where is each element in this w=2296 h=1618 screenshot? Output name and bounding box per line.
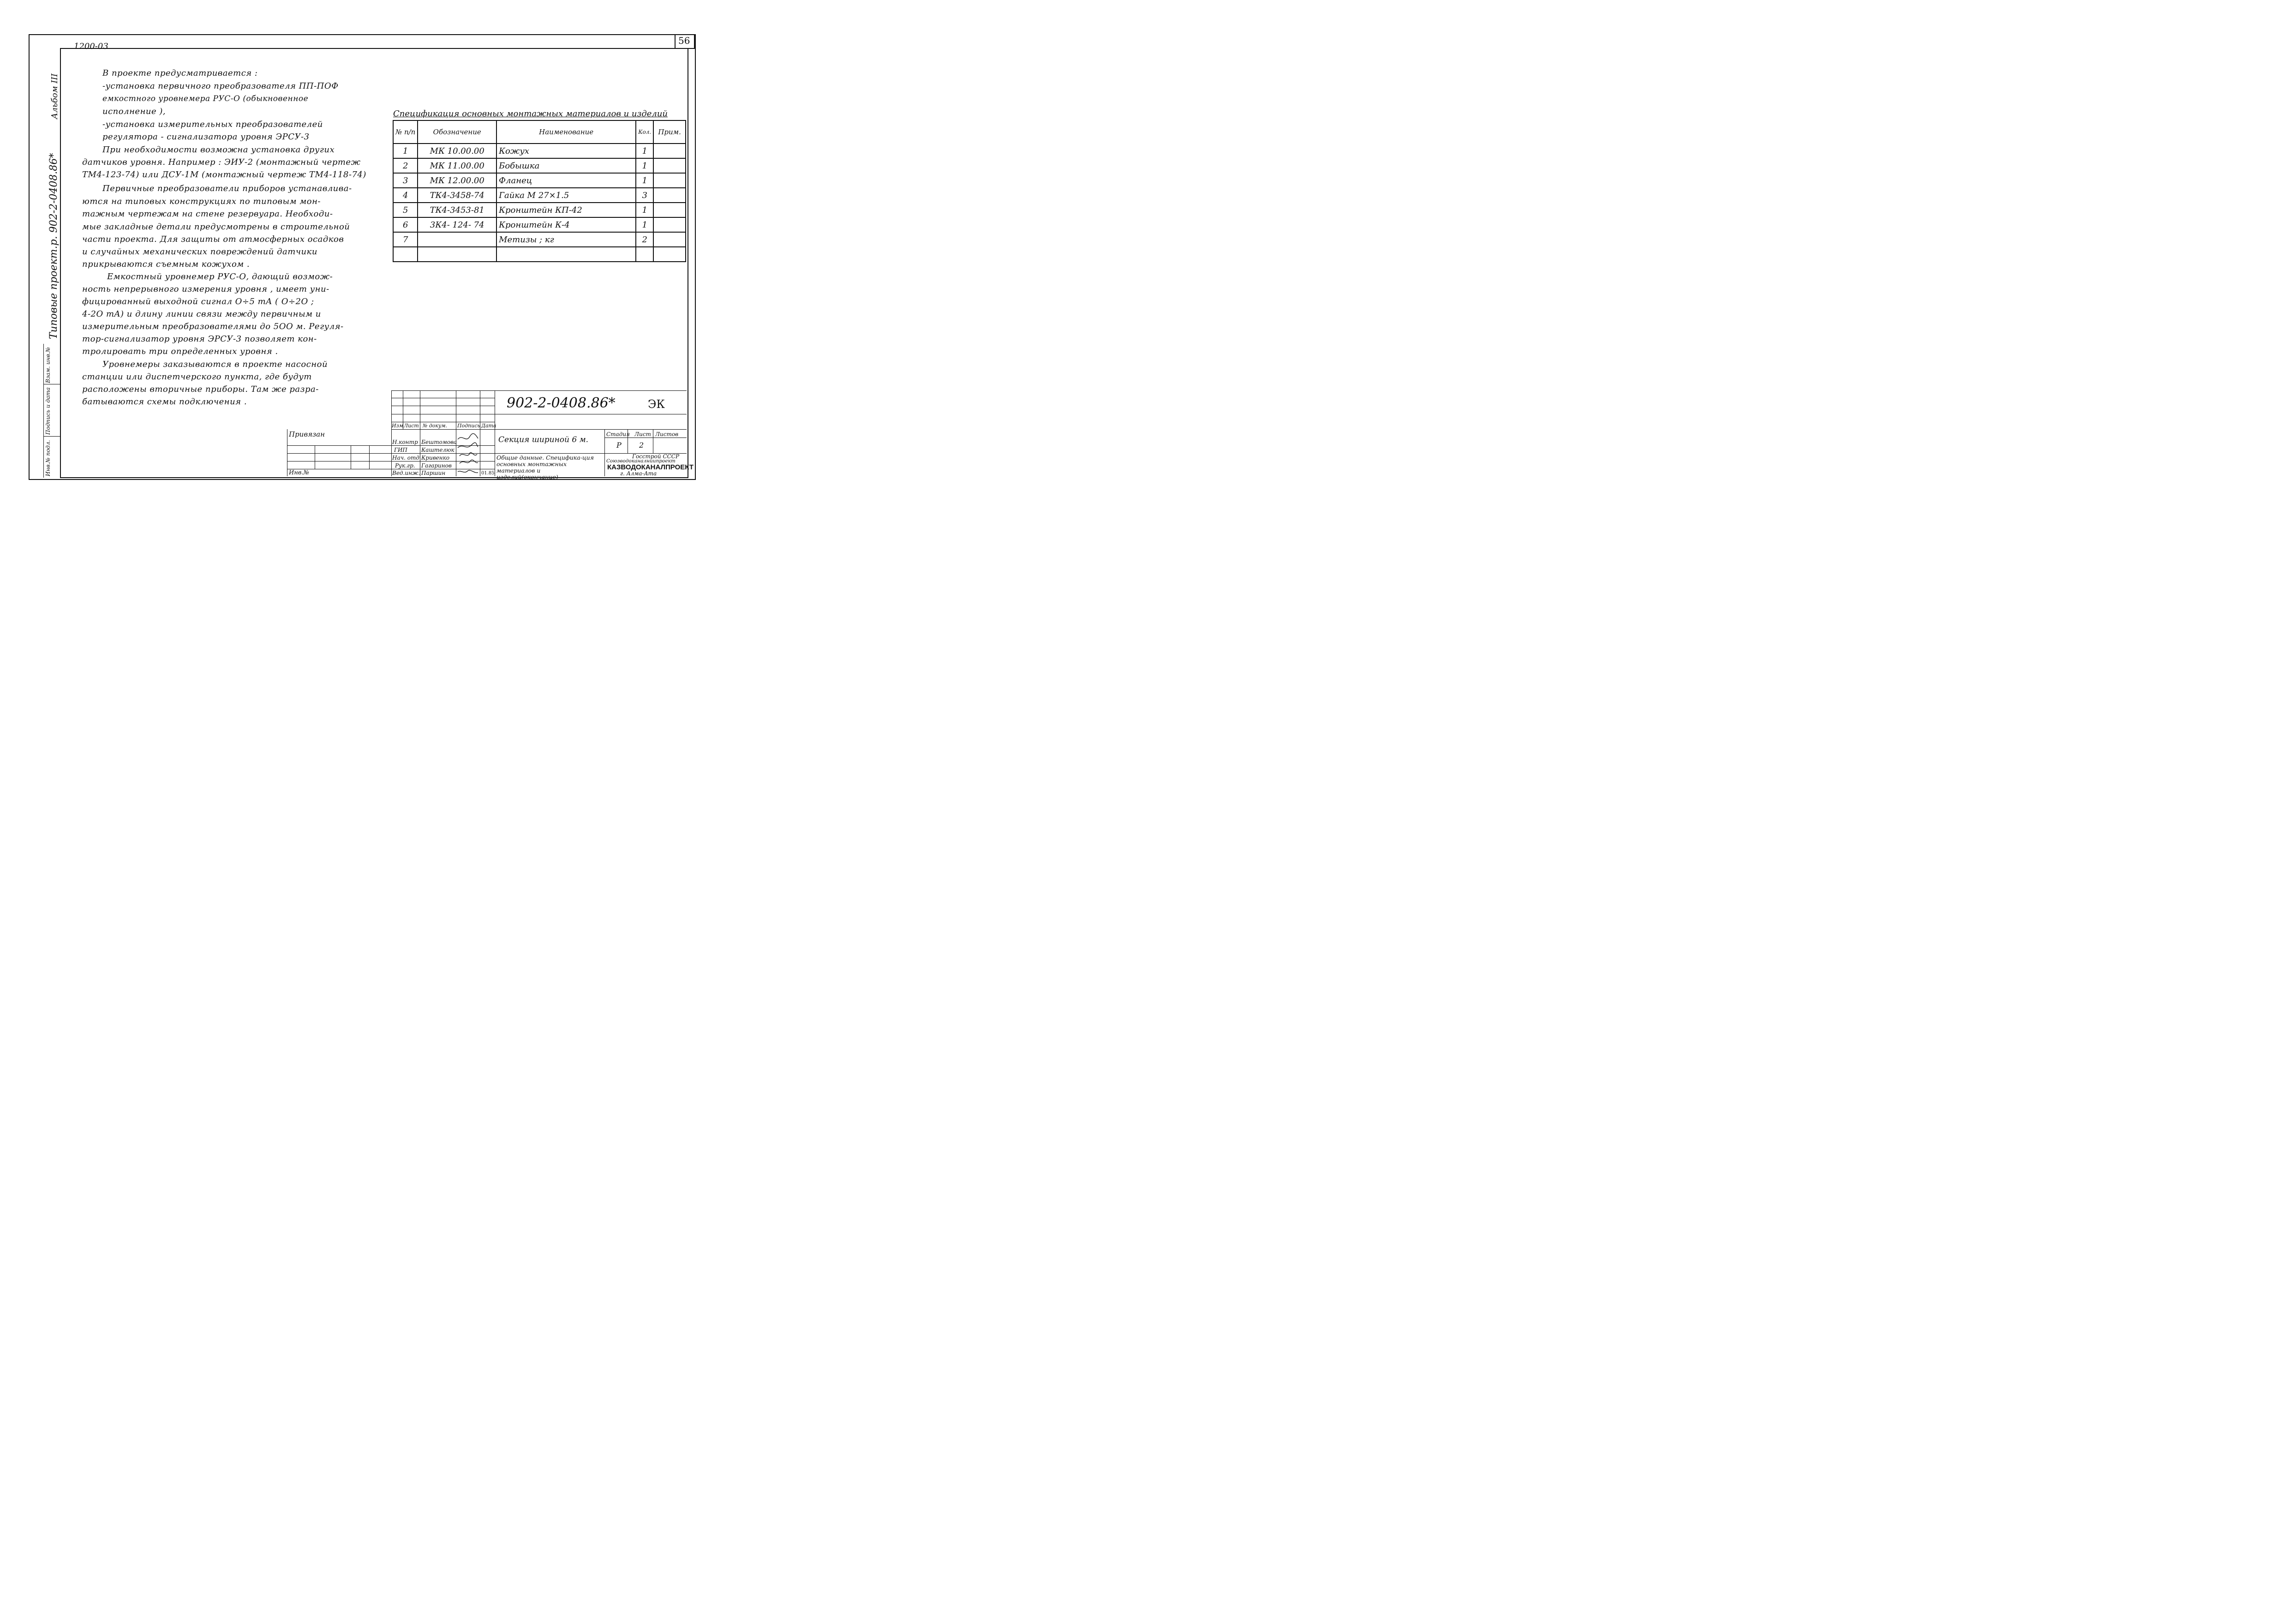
section-title: Секция шириной 6 м. [498,435,589,444]
text-line: мые закладные детали предусмотрены в строительной [82,222,350,232]
inv-label: Инв.№ [289,469,309,476]
hdr-doc: № докум. [423,423,448,429]
table-row [393,232,686,247]
text-line: -установка первичного преобразователя ПП-ПОФ [102,81,339,91]
cell [393,247,418,262]
cell: Кожух [496,144,636,158]
tb-line [391,390,392,476]
cell [653,232,686,247]
text-line: Уровнемеры заказываются в проекте насосной [102,360,328,369]
cell: Кронштейн КП-42 [496,203,636,217]
top-code: 1200-03 [74,42,108,51]
hdr-sign: Подпись [457,423,480,429]
table-row [393,247,686,262]
table-row [393,144,686,158]
cell: 1 [636,217,653,232]
cell: 6 [393,217,418,232]
privyazan-label: Привязан [289,430,325,438]
cell [636,247,653,262]
hdr-izm: Изм [392,423,403,429]
col-code: Обозначение [418,120,496,144]
cell: 3 [393,173,418,188]
cell: 7 [393,232,418,247]
cell: 1 [636,158,653,173]
text-line: ность непрерывного измерения уровня , имеет уни- [82,284,329,294]
col-name: Наименование [496,120,636,144]
text-line: и случайных механических повреждений датчики [82,247,317,257]
text-line: Первичные преобразователи приборов устанавлива- [102,184,352,193]
table-row [393,203,686,217]
cell: Фланец [496,173,636,188]
sheet-header: Лист [634,431,651,437]
table-row [393,173,686,188]
text-line: При необходимости возможна установка других [102,145,335,155]
col-qty: Кол. [636,120,653,144]
role-label: Н.контр [392,439,418,445]
side-stamp-sign: Подпись и дата [45,387,51,435]
text-line: Емкостный уровнемер РУС-О, дающий возмож- [107,272,333,282]
cell [418,247,496,262]
side-album: Альбом III [50,73,60,119]
cell [653,158,686,173]
col-note: Прим. [653,120,686,144]
hdr-list: Лист [404,423,419,429]
cell: МК 12.00.00 [418,173,496,188]
role-name: Каштелюк [421,447,454,453]
cell: 3К4- 124- 74 [418,217,496,232]
cell: 2 [636,232,653,247]
table-row [393,158,686,173]
text-line: тор-сигнализатор уровня ЭРСУ-3 позволяет кон- [82,334,317,344]
cell: 1 [636,173,653,188]
cell: 1 [636,203,653,217]
text-line: станции или диспетчерского пункта, где будут [82,372,312,382]
role-name: Бештомова [421,439,457,445]
tb-line [604,429,605,476]
cell: Кронштейн К-4 [496,217,636,232]
cell [496,247,636,262]
text-line: части проекта. Для защиты от атмосферных осадков [82,234,344,244]
tb-line [369,445,370,469]
role-label: Вед.инж. [392,470,420,476]
hdr-date: Дата [481,423,496,429]
cell: 1 [393,144,418,158]
cell [653,247,686,262]
cell: 5 [393,203,418,217]
cell [653,217,686,232]
cell: МК 10.00.00 [418,144,496,158]
org-name: КАЗВОДОКАНАЛПРОЕКТ [607,463,694,471]
table-row [393,217,686,232]
text-line: прикрываются съемным кожухом . [82,259,250,269]
text-line: батываются схемы подключения . [82,397,247,407]
cell: 2 [393,158,418,173]
cell: 1 [636,144,653,158]
spec-title: Спецификация основных монтажных материалов и изделий [393,109,668,119]
text-line: регулятора - сигнализатора уровня ЭРСУ-3 [102,132,310,142]
sheets-header: Листов [655,431,679,437]
cell: Бобышка [496,158,636,173]
table-row [393,188,686,203]
role-name: Гагаринов [421,462,452,469]
cell: МК 11.00.00 [418,158,496,173]
text-line: -установка измерительных преобразователей [102,120,323,129]
cell: ТК4-3453-81 [418,203,496,217]
org-line1: Госстрой СССР [632,453,680,460]
text-line: измерительным преобразователями до 5ОО м. Регуля- [82,322,344,331]
role-name: Паршин [421,470,446,476]
cell [653,203,686,217]
text-line: исполнение ), [102,107,166,116]
org-line2: Союзводоканалниипроект [606,458,676,464]
side-stamp-inv: Инв.№ подл. [45,440,51,476]
doc-code: 902-2-0408.86* [507,395,616,411]
cell: Метизы ; кг [496,232,636,247]
cell [653,173,686,188]
text-line: 4-2О mA) и длину линии связи между первичным и [82,309,321,319]
role-label: ГИП [394,447,407,453]
cell: 4 [393,188,418,203]
cell: ТК4-3458-74 [418,188,496,203]
text-line: тажным чертежам на стене резервуара. Необходи- [82,209,333,219]
text-line: тролировать три определенных уровня . [82,347,278,356]
cell [653,188,686,203]
role-name: Кривенко [421,455,450,461]
stage-value: Р [616,441,622,449]
cell: Гайка М 27×1.5 [496,188,636,203]
side-project: Типовые проект.р. 902-2-0408.86* [48,153,60,339]
cell [653,144,686,158]
role-label: Нач. отд [392,455,419,461]
role-label: Рук.гр. [395,462,415,469]
tb-line [391,429,687,430]
text-line: ТМ4-123-74) или ДСУ-1М (монтажный чертеж ТМ4-118-74) [82,170,366,180]
text-line: В проекте предусматривается : [102,68,258,78]
cell: 3 [636,188,653,203]
text-line: расположены вторичные приборы. Там же разра- [82,384,319,394]
sheet-number: 56 [678,35,690,46]
side-strip-line [43,344,44,478]
spec-table [393,120,686,262]
text-line: ются на типовых конструкциях по типовым мон- [82,197,321,206]
tb-line [391,390,687,391]
stage-header: Стадия [606,431,630,437]
col-num: № п/п [393,120,418,144]
sheet-value: 2 [639,441,644,449]
text-line: фицированный выходной сигнал О÷5 mA ( О÷2О ; [82,297,314,306]
sign-date: 01.85 [481,471,495,476]
tb-line [604,437,687,438]
text-line: емкостного уровнемера РУС-О (обыкновенное [102,94,309,103]
sheet-title: Общие данные. Специфика-ция основных монтажных материалов и изделий(окончание) [496,454,594,480]
signatures [456,430,480,476]
cell [418,232,496,247]
text-line: датчиков уровня. Например : ЭИУ-2 (монтажный чертеж [82,157,361,167]
doc-mark: ЭК [648,398,665,411]
org-city: г. Алма-Ата [620,470,657,477]
spec-header-row [393,120,686,144]
side-stamp-replace: Взам. инв.№ [45,347,51,383]
side-strip-div2 [43,436,60,437]
